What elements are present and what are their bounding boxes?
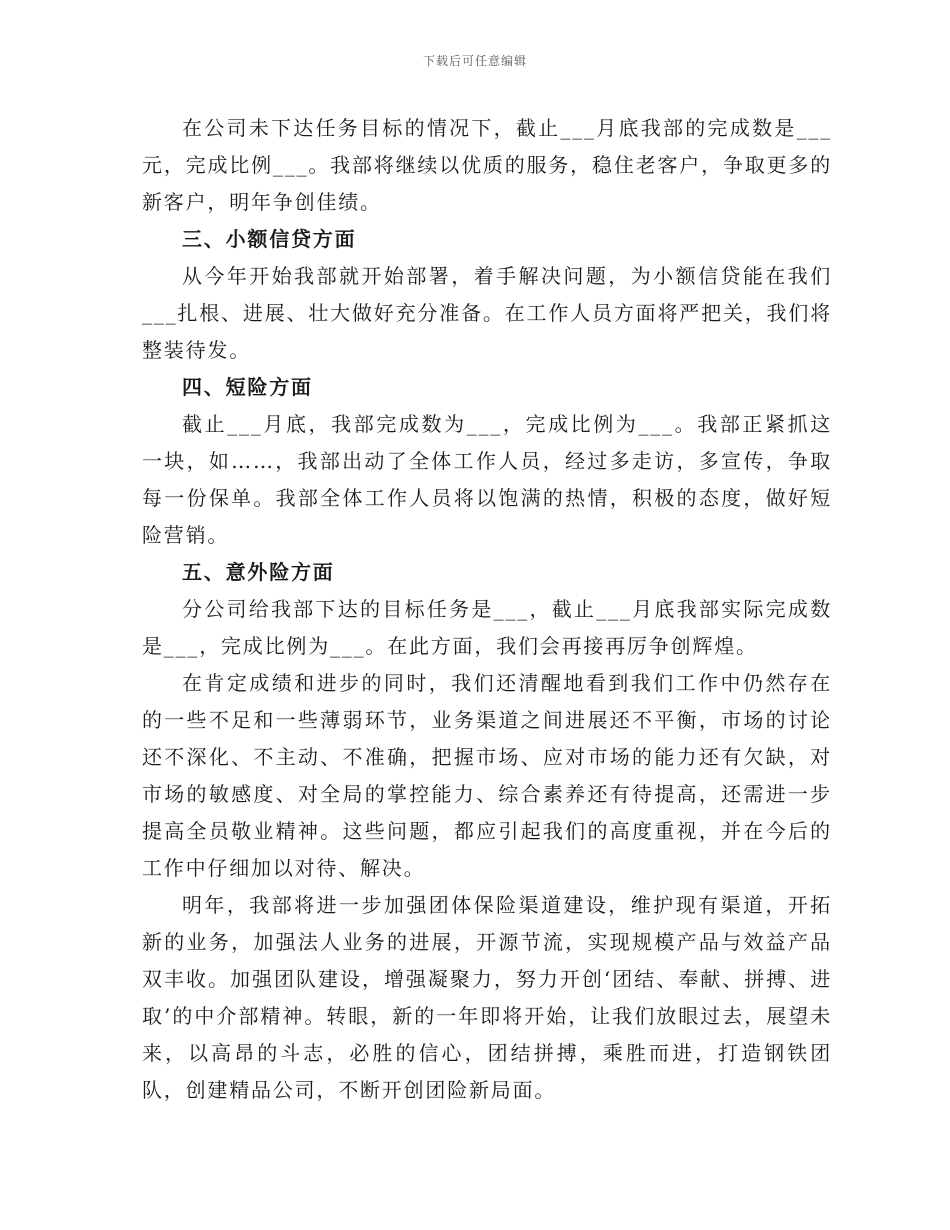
document-body: [142, 110, 832, 1109]
paragraph-microcredit: 从今年开始我部就开始部署，着手解决问题，为小额信贷能在我们___扎根、进展、壮大做好充分准备。在工作人员方面将严把关，我们将整装待发。: [142, 264, 832, 362]
paragraph-accident-insurance: 分公司给我部下达的目标任务是___，截止___月底我部实际完成数是___，完成比例为___。在此方面，我们会再接再厉争创辉煌。: [142, 597, 832, 658]
page-header: 下载后可任意编辑: [422, 54, 527, 68]
paragraph-next-year-plan: 明年，我部将进一步加强团体保险渠道建设，维护现有渠道，开拓新的业务，加强法人业务的进展，开源节流，实现规模产品与效益产品双丰收。加强团队建设，增强凝聚力，努力开创‘团结、奉献、拼搏、进取’的中介部精神。转眼，新的一年即将开始，让我们放眼过去，展望未来，以高昂的斗志，必胜的信心，团结拼搏，乘胜而进，打造钢铁团队，创建精品公司，不断开创团险新局面。: [142, 893, 832, 1102]
section-heading-microcredit: 三、小额信贷方面: [182, 227, 357, 251]
section-heading-short-term-insurance: 四、短险方面: [182, 375, 313, 399]
section-heading-accident-insurance: 五、意外险方面: [182, 560, 335, 584]
paragraph-shortcomings: 在肯定成绩和进步的同时，我们还清醒地看到我们工作中仍然存在的一些不足和一些薄弱环节，业务渠道之间进展还不平衡，市场的讨论还不深化、不主动、不准确，把握市场、应对市场的能力还有欠缺，对市场的敏感度、对全局的掌控能力、综合素养还有待提高，还需进一步提高全员敬业精神。这些问题，都应引起我们的高度重视，并在今后的工作中仔细加以对待、解决。: [142, 671, 832, 880]
paragraph-completion-summary: 在公司未下达任务目标的情况下，截止___月底我部的完成数是___元，完成比例___。我部将继续以优质的服务，稳住老客户，争取更多的新客户，明年争创佳绩。: [142, 116, 832, 214]
paragraph-short-term-insurance: 截止___月底，我部完成数为___，完成比例为___。我部正紧抓这一块，如……，我部出动了全体工作人员，经过多走访，多宣传，争取每一份保单。我部全体工作人员将以饱满的热情，积极的态度，做好短险营销。: [142, 412, 832, 547]
